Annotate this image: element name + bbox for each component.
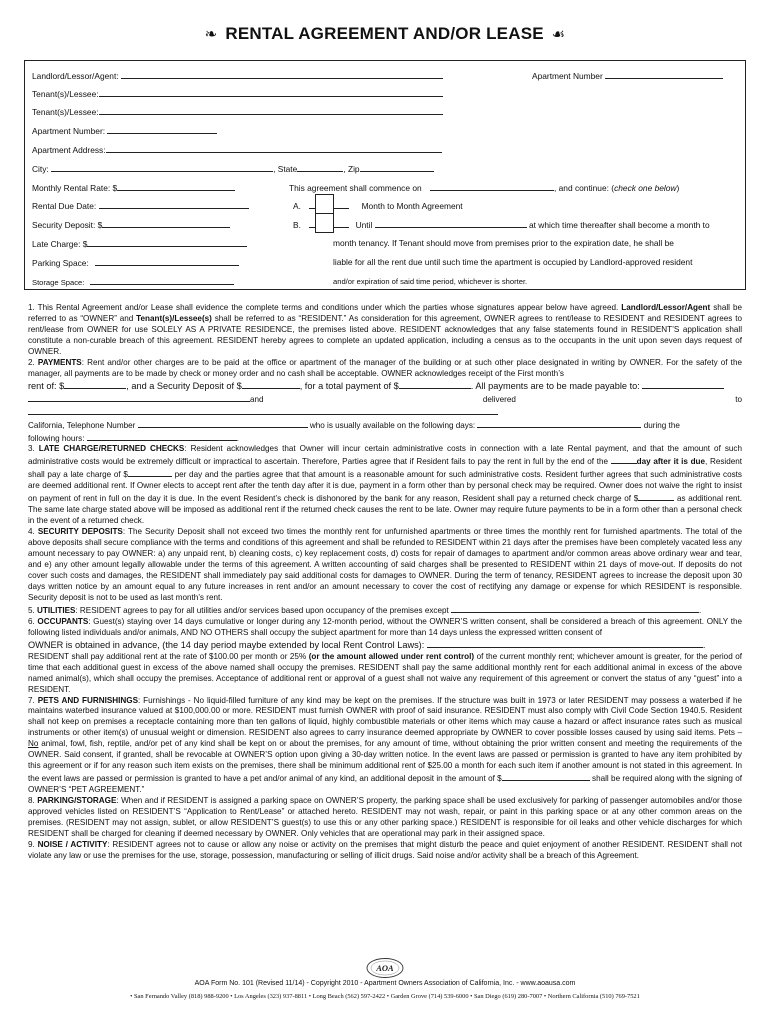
section-5: 5. UTILITIES: RESIDENT agrees to pay for all utilities and/or services based upon occupancy of the premises except . <box>28 605 702 615</box>
s2-total: , for a total payment of $ <box>299 380 399 391</box>
s2-phone: California, Telephone Number <box>28 420 136 430</box>
s5-a: : RESIDENT agrees to pay for all utilities and/or services based upon occupancy of the premises except <box>75 605 449 615</box>
section-3 <box>28 444 742 527</box>
s7-c: shall be required along with the signing of OWNER’S “PET AGREEMENT.” <box>28 774 742 795</box>
s2-hours: following hours: <box>28 433 85 443</box>
s1-a: shall be referred to as “OWNER” and <box>28 303 743 323</box>
logo-text: AOA <box>376 963 394 973</box>
tenant-label-1: Tenant(s)/Lessee: <box>32 89 99 99</box>
tenant-field-1[interactable] <box>99 88 443 97</box>
s6-head: OCCUPANTS <box>37 616 89 626</box>
section-2-delivered <box>28 393 742 419</box>
form-footer: AOA Form No. 101 (Revised 11/14) - Copyright 2010 - Apartment Owners Association of California, Inc. - www.aoausa.com <box>194 980 576 987</box>
tenant-field-2[interactable] <box>99 106 443 115</box>
late-charge-label: Late Charge: $ <box>32 239 88 249</box>
commence-label: This agreement shall commence on <box>289 183 422 193</box>
due-date-field[interactable] <box>99 200 249 209</box>
returned-check-charge-field[interactable] <box>638 492 674 501</box>
s3-b: , Resident shall pay a late charge of $ <box>28 457 743 480</box>
security-deposit-field[interactable] <box>242 380 300 389</box>
thereafter-label: at which time thereafter shall become a month to <box>529 220 710 230</box>
due-date-row <box>32 200 249 212</box>
until-label: Until <box>355 220 373 230</box>
s2-available: who is usually available on the following days: <box>309 420 476 430</box>
s3-num: 3. <box>28 444 35 454</box>
tenant-label-2: Tenant(s)/Lessee: <box>32 107 99 117</box>
section-2-phone <box>28 419 742 432</box>
section-1 <box>28 303 742 358</box>
monthly-rent-row <box>32 182 235 194</box>
s3-c: per day and the parties agree that that amount is a reasonable amount for such administrative costs. Resident further agrees that such administrative costs are deemed additional rent. If Owner elects to accept rent after the tenth day after it is due, payment in a form other than by personal check may be required. Owner does not waive the right to insist on payment of rent in full on the day it is due. In the event Resident’s check is dishonored by the bank for any reason, Resident shall pay a returned check charge of $ <box>28 470 742 504</box>
tenant-row-1 <box>32 88 443 100</box>
s2-during: during the <box>643 420 680 430</box>
s6-c: RESIDENT shall pay additional rent at the rate of $100.00 per month or 25% <box>28 651 309 661</box>
zip-label: , Zip <box>343 164 360 174</box>
s3-a: : Resident acknowledges that Owner will incur certain administrative costs in connection with a late Rental payment, and that the amount of such administrative costs would be extremely difficult or impractical to ascertain. Therefore, Parties agree that if Resident fails to pay the rent in full by the end of the <box>28 444 742 467</box>
security-label: Security Deposit: $ <box>32 220 103 230</box>
tenant-row-2 <box>32 106 443 118</box>
s2-head: PAYMENTS <box>37 357 82 367</box>
s1-tenant: Tenant(s)/Lessee(s) <box>136 313 212 323</box>
apartment-number-top-field[interactable] <box>605 70 723 79</box>
monthly-rent-field[interactable] <box>117 182 235 191</box>
document-title <box>0 24 770 44</box>
s1-text: 1. This Rental Agreement and/or Lease shall evidence the complete terms and conditions under which the parties whose signatures appear below have agreed. <box>28 303 619 312</box>
delivered-to-field[interactable] <box>28 406 498 415</box>
s1-b: shall be referred to as “RESIDENT.” As consideration for this agreement, OWNER agrees to rent/lease to RESIDENT and RESIDENT agrees to rent/lease from OWNER for use SOLELY AS A PRIVATE RESIDENCE, the premises listed above. RESIDENT acknowledges that any false statements found in RESIDENT’S application shall constitute a non-curable breach of this agreement. RESIDENT hereby agrees to complete an updated application, including a census as to the occupants in the unit upon seven days request of OWNER. <box>28 313 742 356</box>
s8-head: PARKING/STORAGE <box>37 796 117 806</box>
s6-b: OWNER is obtained in advance, (the 14 day period maybe extended by local Rent Control Laws): <box>28 639 425 650</box>
s9-num: 9. <box>28 839 35 849</box>
utilities-except-field[interactable] <box>451 604 699 613</box>
s8-num: 8. <box>28 796 35 806</box>
late-day-field[interactable] <box>611 455 637 464</box>
first-month-rent-field[interactable] <box>64 380 126 389</box>
s6-num: 6. <box>28 616 35 626</box>
late-charge-amount-field[interactable] <box>128 468 172 477</box>
state-label: , State <box>273 164 298 174</box>
expiration-text: and/or expiration of said time period, whichever is shorter. <box>333 277 528 286</box>
option-a-checkbox[interactable] <box>315 194 334 214</box>
s3-d: as additional rent. The same late charge stated above will be imposed as additional rent if the returned check causes the rent to be late. Owner may require future payments to be in a form other than a personal check in the event of a returned check. <box>28 494 742 526</box>
telephone-field[interactable] <box>138 419 308 428</box>
check-one-label: check one below <box>614 183 677 193</box>
section-6 <box>28 617 742 639</box>
agreement-body <box>28 303 742 862</box>
landlord-row <box>32 70 443 82</box>
total-payment-field[interactable] <box>399 380 471 389</box>
close-paren: ) <box>676 183 680 193</box>
s4-num: 4. <box>28 527 35 537</box>
occupants-field[interactable] <box>427 639 703 648</box>
storage-row <box>32 276 234 288</box>
monthly-rent-label: Monthly Rental Rate: $ <box>32 183 118 193</box>
section-9 <box>28 840 742 862</box>
section-7 <box>28 696 742 797</box>
section-4 <box>28 527 742 604</box>
apt-number-label: Apartment Number: <box>32 126 106 136</box>
s5-head: UTILITIES <box>37 605 76 615</box>
section-6-owner: OWNER is obtained in advance, (the 14 day period maybe extended by local Rent Control Laws): . <box>28 639 706 650</box>
parking-field[interactable] <box>95 257 239 266</box>
s6-a: : Guest(s) staying over 14 days cumulative or longer during any 12-month period, without the OWNER’S written consent, shall be considered a breach of this agreement. ONLY the following listed individuals and/or animals, AND NO OTHERS shall occupy the subject apartment for more than 14 days unless the expressed written consent of <box>28 616 742 637</box>
s1-landlord: Landlord/Lessor/Agent <box>621 303 711 312</box>
option-b-label: B. <box>293 220 301 230</box>
s2-num: 2. <box>28 357 35 367</box>
s7-a: : Furnishings - No liquid-filled furniture of any kind may be kept on the premises. If the structure was built in 1973 or later RESIDENT may possess a waterbed if he maintains waterbed insurance valued at $100,000.00 or more. RESIDENT must furnish OWNER with proof of said insurance. RESIDENT must also comply with Civil Code Section 1940.5. Resident shall not keep on premises a receptacle containing more than ten gallons of liquid, highly combustible materials or other items which may cause a hazard or affect insurance rates such as musical instruments or other item(s) of unusual weight or dimension. RESIDENT also agrees to carry insurance deemed appropriate by OWNER to cover possible losses caused by using said items. Pets – <box>28 695 743 738</box>
s8-a: : When and if RESIDENT is assigned a parking space on OWNER’S property, the parking space shall be used exclusively for parking of passenger automobiles and/or those approved vehicles listed on RESIDENT’S “Application to Rent/Lease” or attached hereto. RESIDENT may not wash, repair, or paint in this parking space or at any other common areas on the premises. (RESIDENT may not assign, sublet, or allow RESIDENT’S guest(s) to use this or any other parking space.) RESIDENT is responsible for oil leaks and other vehicle discharges for which RESIDENT shall be charged for cleaning if deemed necessary by OWNER. Only vehicles that are operational may park in their assigned space. <box>28 796 742 838</box>
zip-field[interactable] <box>360 163 434 172</box>
aoa-logo <box>366 957 404 979</box>
title-text: RENTAL AGREEMENT AND/OR LEASE <box>225 24 544 43</box>
section-2-hours: following hours: . <box>28 433 239 443</box>
option-b-checkbox[interactable] <box>315 213 334 233</box>
ornament-right-icon: ☙ <box>551 26 566 43</box>
available-days-field[interactable] <box>477 419 641 428</box>
landlord-label: Landlord/Lessor/Agent: <box>32 71 119 81</box>
s4-a: : The Security Deposit shall not exceed two times the monthly rent for unfurnished apartments or three times the monthly rent for furnished apartments. The total of the above deposits shall secure compliance with the terms and conditions of this agreement and shall be refunded to RESIDENT within 21 days after the premises have been completely vacated less any amount necessary to pay OWNER: a) any unpaid rent, b) cleaning costs, c) key replacement costs, d) costs for repair of damages to apartment and/or common areas above ordinary wear and tear, and e) any other amount legally allowable under the terms of this agreement. A written accounting of said charges shall be presented to RESIDENT within 21 days of move-out. If deposits do not cover such costs and damages, the RESIDENT shall immediately pay said additional costs for damages to OWNER. During the term of tenancy, RESIDENT agrees to increase the deposit upon 30 days written notice by an amount equal to any future increases in rent and/or an amount necessary to cover the cost of rectifying any damage or expense for which RESIDENT is responsible. Security deposit is not to be used as last month’s rent. <box>28 527 743 602</box>
city-row <box>32 163 434 175</box>
s2-payable: . All payments are to be made payable to: <box>470 380 640 391</box>
apt-number-row <box>32 125 217 137</box>
s5-num: 5. <box>28 605 35 615</box>
s7-b: animal, fowl, fish, reptile, and/or pet of any kind shall be kept on or about the premises, for any amount of time, without obtaining the prior written consent and meeting the requirements of the OWNER. Said consent, if granted, shall be revocable at OWNER’S option upon giving a 30-day written notice. In the event laws are passed or permission is granted to have any item prohibited by this agreement or if for any reason such item exists on the premises, there shall be minimum additional rent of $25.00 a month for each such item if another amount is not stated in this agreement. In the event laws are passed or permission is granted to have a pet and/or animal of any kind, an additional deposit in the amount of $ <box>28 739 742 784</box>
ornament-left-icon: ❧ <box>204 26 218 43</box>
offices-footer: • San Fernando Valley (818) 988-9200 • Los Angeles (323) 937-8811 • Long Beach (562) 597-2422 • Garden Grove (714) 539-6000 • San Diego (619) 280-7007 • Northern California (510) 769-7521 <box>130 993 640 1000</box>
parking-label: Parking Space: <box>32 258 89 268</box>
city-field[interactable] <box>51 163 273 172</box>
apartment-number-top-label: Apartment Number <box>532 71 603 81</box>
s2-rent-of: rent of: $ <box>28 380 65 391</box>
apartment-number-top-row <box>532 70 723 82</box>
continue-label: , and continue: ( <box>554 183 615 193</box>
security-field[interactable] <box>102 219 230 228</box>
commence-date-field[interactable] <box>430 182 554 191</box>
section-8 <box>28 796 742 840</box>
s7-num: 7. <box>28 695 35 705</box>
option-a-text: Month to Month Agreement <box>361 201 463 211</box>
security-row <box>32 219 230 231</box>
pet-deposit-field[interactable] <box>502 772 590 781</box>
payable-to-field[interactable] <box>642 380 724 389</box>
apt-address-field[interactable] <box>106 144 442 153</box>
month-tenancy-text: month tenancy. If Tenant should move from premises prior to the expiration date, he shall be <box>333 238 674 248</box>
payee-name-field[interactable] <box>28 393 250 402</box>
liable-text: liable for all the rent due until such time the apartment is occupied by Landlord-approved resident <box>333 257 693 267</box>
late-charge-field[interactable] <box>87 238 247 247</box>
section-6-rent <box>28 652 742 696</box>
storage-label: Storage Space: <box>32 278 85 287</box>
s3-head: LATE CHARGE/RETURNED CHECKS <box>38 444 185 454</box>
city-label: City: <box>32 164 49 174</box>
commence-row <box>289 182 679 194</box>
s7-no: No <box>28 739 39 749</box>
storage-field[interactable] <box>90 276 234 285</box>
late-charge-row <box>32 238 247 250</box>
option-a-label: A. <box>293 201 301 211</box>
s6-d: of the current monthly rent; whichever amount is greater, for the period of time that each additional guest in excess of the above named shall occupy the premises. RESIDENT shall pay the same additional monthly rent for each additional animal in excess of the above named animal(s), which shall occupy the premises. Acceptance of additional rent or approval of a guest shall not waive any requirement of this agreement or convert the status of any “guest” into a RESIDENT. <box>28 651 743 694</box>
landlord-field[interactable] <box>121 70 443 79</box>
due-date-label: Rental Due Date: <box>32 201 97 211</box>
until-date-field[interactable] <box>375 219 527 228</box>
s7-head: PETS AND FURNISHINGS <box>37 695 138 705</box>
section-2-payment <box>28 380 742 393</box>
s4-head: SECURITY DEPOSITS <box>37 527 123 537</box>
s2-a: : Rent and/or other charges are to be paid at the office or apartment of the manager of the building or at such other place designated in writing by OWNER. For the safety of the manager, all payments are to be made by check or money order and no cash shall be acceptable. OWNER acknowledges receipt of the First month’s <box>28 357 742 378</box>
option-b-row <box>293 219 710 231</box>
s3-day: day after it is due <box>636 457 706 467</box>
hours-field[interactable] <box>87 432 237 441</box>
apt-address-row <box>32 144 442 156</box>
apt-address-label: Apartment Address: <box>32 145 106 155</box>
s2-delivered: and delivered to <box>250 394 742 404</box>
apt-number-field[interactable] <box>107 125 217 134</box>
s9-a: : RESIDENT agrees not to cause or allow any noise or activity on the premises that might disturb the peace and quiet enjoyment of another RESIDENT. RESIDENT shall not violate any law or use the premises for the use, storage, possession, manufacturing or selling of illicit drugs. Said noise and/or activity shall be a breach of this Agreement. <box>28 839 742 860</box>
parking-row <box>32 257 239 269</box>
s6-bold: (or the amount allowed under rent control) <box>308 651 475 661</box>
state-field[interactable] <box>297 163 343 172</box>
s9-head: NOISE / ACTIVITY <box>37 839 108 849</box>
section-2 <box>28 358 742 380</box>
s2-and-sec: , and a Security Deposit of $ <box>126 380 242 391</box>
